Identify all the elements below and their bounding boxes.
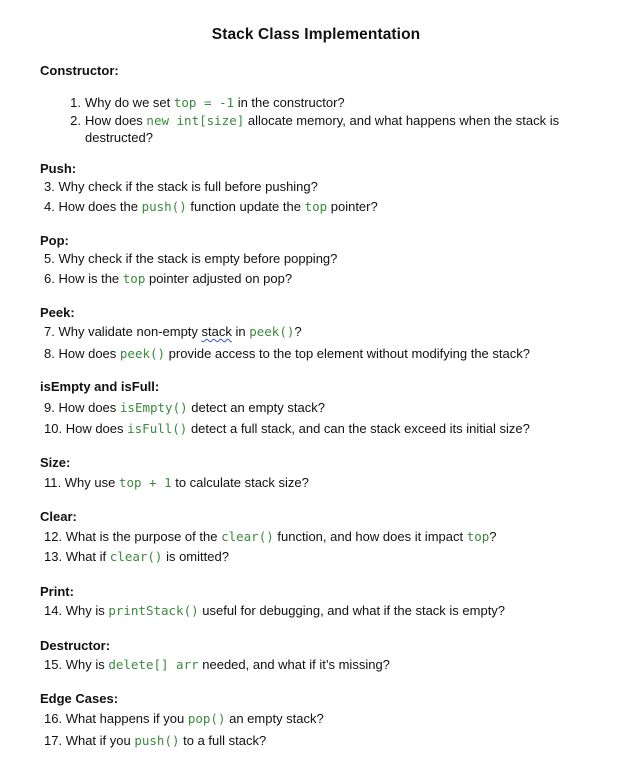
code-snippet: new int[size] <box>146 113 245 128</box>
question-10: 10. How does isFull() detect a full stack, and can the stack exceed its initial size? <box>44 421 530 436</box>
code-snippet: peek() <box>249 324 295 339</box>
question-3: 3. Why check if the stack is full before pushing? <box>44 179 318 194</box>
question-9: 9. How does isEmpty() detect an empty stack? <box>44 400 325 415</box>
code-snippet: printStack() <box>108 603 199 618</box>
code-snippet: clear() <box>109 549 163 564</box>
question-5: 5. Why check if the stack is empty before popping? <box>44 251 338 266</box>
question-14: 14. Why is printStack() useful for debugging, and what if the stack is empty? <box>44 603 506 618</box>
section-heading-constructor: Constructor: <box>40 63 119 78</box>
section-heading-push: Push: <box>40 161 77 176</box>
question-17: 17. What if you push() to a full stack? <box>44 733 267 748</box>
section-heading-print: Print: <box>40 584 74 599</box>
code-snippet: top <box>466 529 490 544</box>
question-12: 12. What is the purpose of the clear() function, and how does it impact top? <box>44 529 497 544</box>
section-heading-clear: Clear: <box>40 509 77 524</box>
question-8: 8. How does peek() provide access to the top element without modifying the stack? <box>44 346 530 361</box>
section-heading-peek: Peek: <box>40 305 75 320</box>
question-1: 1. Why do we set top = -1 in the constructor? <box>70 95 345 110</box>
code-snippet: top + 1 <box>118 475 172 490</box>
section-heading-pop: Pop: <box>40 233 69 248</box>
question-6: 6. How is the top pointer adjusted on pop? <box>44 271 293 286</box>
code-snippet: isFull() <box>127 421 188 436</box>
code-snippet: pop() <box>187 711 226 726</box>
section-heading-edge-cases: Edge Cases: <box>40 691 119 706</box>
code-snippet: isEmpty() <box>119 400 188 415</box>
spellcheck-underline: stack <box>201 324 232 339</box>
question-15: 15. Why is delete[] arr needed, and what if it’s missing? <box>44 657 390 672</box>
question-2: 2. How does new int[size] allocate memory, and what happens when the stack is destructed? <box>70 113 560 145</box>
code-snippet: push() <box>134 733 180 748</box>
code-snippet: top <box>122 271 146 286</box>
code-snippet: peek() <box>119 346 166 361</box>
question-4: 4. How does the push() function update the top pointer? <box>44 199 378 214</box>
code-snippet: delete[] arr <box>108 657 199 672</box>
question-7: 7. Why validate non-empty stack in peek()? <box>44 324 302 339</box>
code-snippet: top <box>304 199 328 214</box>
section-heading-size: Size: <box>40 455 71 470</box>
page-title: Stack Class Implementation <box>211 26 421 43</box>
code-snippet: push() <box>141 199 187 214</box>
question-11: 11. Why use top + 1 to calculate stack size? <box>44 475 309 490</box>
section-heading-destructor: Destructor: <box>40 638 111 653</box>
question-16: 16. What happens if you pop() an empty stack? <box>44 711 324 726</box>
code-snippet: top = -1 <box>173 95 235 110</box>
section-heading-isempty-isfull: isEmpty and isFull: <box>40 379 160 394</box>
code-snippet: clear() <box>221 529 274 544</box>
question-13: 13. What if clear() is omitted? <box>44 549 229 564</box>
